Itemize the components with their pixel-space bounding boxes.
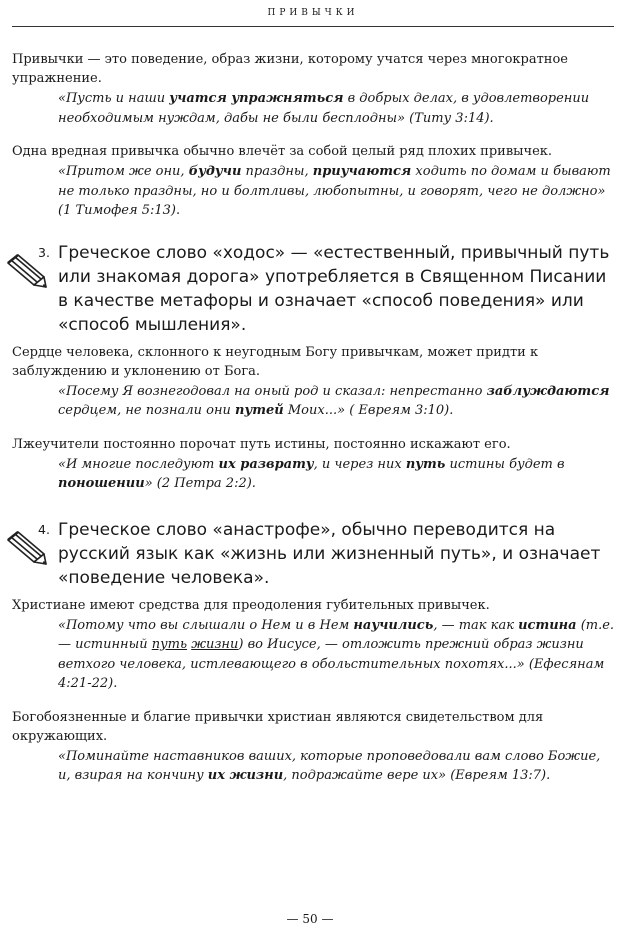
emphasis: учатся упражняться: [169, 91, 344, 106]
note-text: Греческое слово «ходос» — «естественный, привычный путь или знакомая дорога» употребляется в Священном Писании в качестве метафоры и означает «способ поведения» или «способ мышления».: [58, 242, 610, 335]
note-number: 3.: [38, 244, 50, 260]
scripture-quote: [58, 747, 616, 786]
page-number: — 50 —: [286, 912, 334, 926]
block-4: [12, 596, 616, 694]
quote-text: » (2 Петра 2:2).: [144, 476, 256, 491]
note-number: 4.: [38, 521, 50, 537]
quote-text: ходить по домам и бывают не только праздны, но и болтливы, любопытны, и говорят, чего не должно» (1 Тимофея 5:13).: [58, 164, 611, 218]
running-header: [12, 0, 614, 27]
paragraph: Лжеучители постоянно порочат путь истины, постоянно искажают его.: [12, 436, 511, 452]
emphasis: приучаются: [312, 164, 412, 179]
quote-text: сердцем, не познали они: [58, 403, 236, 418]
scripture-quote: [58, 382, 616, 421]
emphasis: их разврату: [218, 456, 314, 472]
quote-text: , подражайте вере их» (Евреям 13:7).: [283, 768, 551, 783]
emphasis: истина: [518, 617, 577, 633]
underlined-word: жизни: [191, 637, 239, 652]
block-1: [12, 142, 616, 221]
paragraph: Одна вредная привычка обычно влечёт за собой целый ряд плохих привычек.: [12, 144, 553, 159]
paragraph: Христиане имеют средства для преодоления губительных привычек.: [12, 597, 490, 613]
block-0: [12, 50, 616, 128]
emphasis: будучи: [188, 164, 242, 179]
note-3: [12, 241, 616, 337]
paragraph: Привычки — это поведение, образ жизни, которому учатся через многократное упражнение.: [12, 52, 568, 86]
paragraph: Сердце человека, склонного к неугодным Богу привычкам, может придти к заблуждению и уклонению от Бога.: [12, 344, 539, 379]
quote-text: , — так как: [433, 617, 519, 633]
scripture-quote: [58, 455, 616, 494]
block-2: [12, 343, 616, 421]
emphasis: их жизни: [207, 768, 284, 783]
emphasis: научились: [353, 617, 434, 633]
quote-text: ) во Иисусе, — отложить прежний образ жизни ветхого человека, истлевающего в обольстительных похотях...» (Ефесянам 4:21-22).: [58, 637, 605, 691]
emphasis: заблуждаются: [486, 383, 610, 399]
scripture-quote: [58, 89, 616, 128]
quote-text: в добрых делах, в удовлетворении необходимым нуждам, дабы не были бесплодны» (Титу 3:14).: [58, 91, 590, 126]
emphasis: путей: [235, 403, 284, 418]
quote-text: (т.е. — истинный: [58, 617, 615, 652]
quote-text: «Потому что вы слышали о Нем и в Нем: [58, 617, 354, 633]
paragraph: Богобоязненные и благие привычки христиан являются свидетельством для окружающих.: [12, 709, 544, 744]
header-title: ПРИВЫЧКИ: [267, 8, 359, 18]
emphasis: путь: [405, 456, 446, 472]
quote-text: «Притом же они,: [58, 164, 189, 179]
quote-text: истины будет в: [445, 456, 565, 472]
note-4: [12, 518, 616, 590]
scripture-quote: [58, 616, 616, 694]
quote-text: «Посему Я вознегодовал на оный род и сказал: непрестанно: [58, 383, 487, 399]
quote-text: праздны,: [241, 164, 313, 179]
note-text: Греческое слово «анастрофе», обычно переводится на русский язык как «жизнь или жизненный путь», и означает «поведение человека».: [58, 519, 601, 588]
underlined-word: путь: [151, 637, 188, 652]
block-3: [12, 435, 616, 494]
emphasis: поношении: [58, 476, 145, 491]
block-5: [12, 708, 616, 786]
quote-text: «Пусть и наши: [58, 91, 170, 106]
page-content: [12, 50, 616, 786]
quote-text: Моих...» ( Евреям 3:10).: [283, 403, 454, 418]
quote-text: , и через них: [313, 456, 406, 472]
quote-text: «Поминайте наставников ваших, которые проповедовали вам слово Божие, и, взирая на кончину: [58, 748, 601, 783]
scripture-quote: [58, 162, 616, 221]
quote-text: «И многие последуют: [58, 456, 219, 472]
